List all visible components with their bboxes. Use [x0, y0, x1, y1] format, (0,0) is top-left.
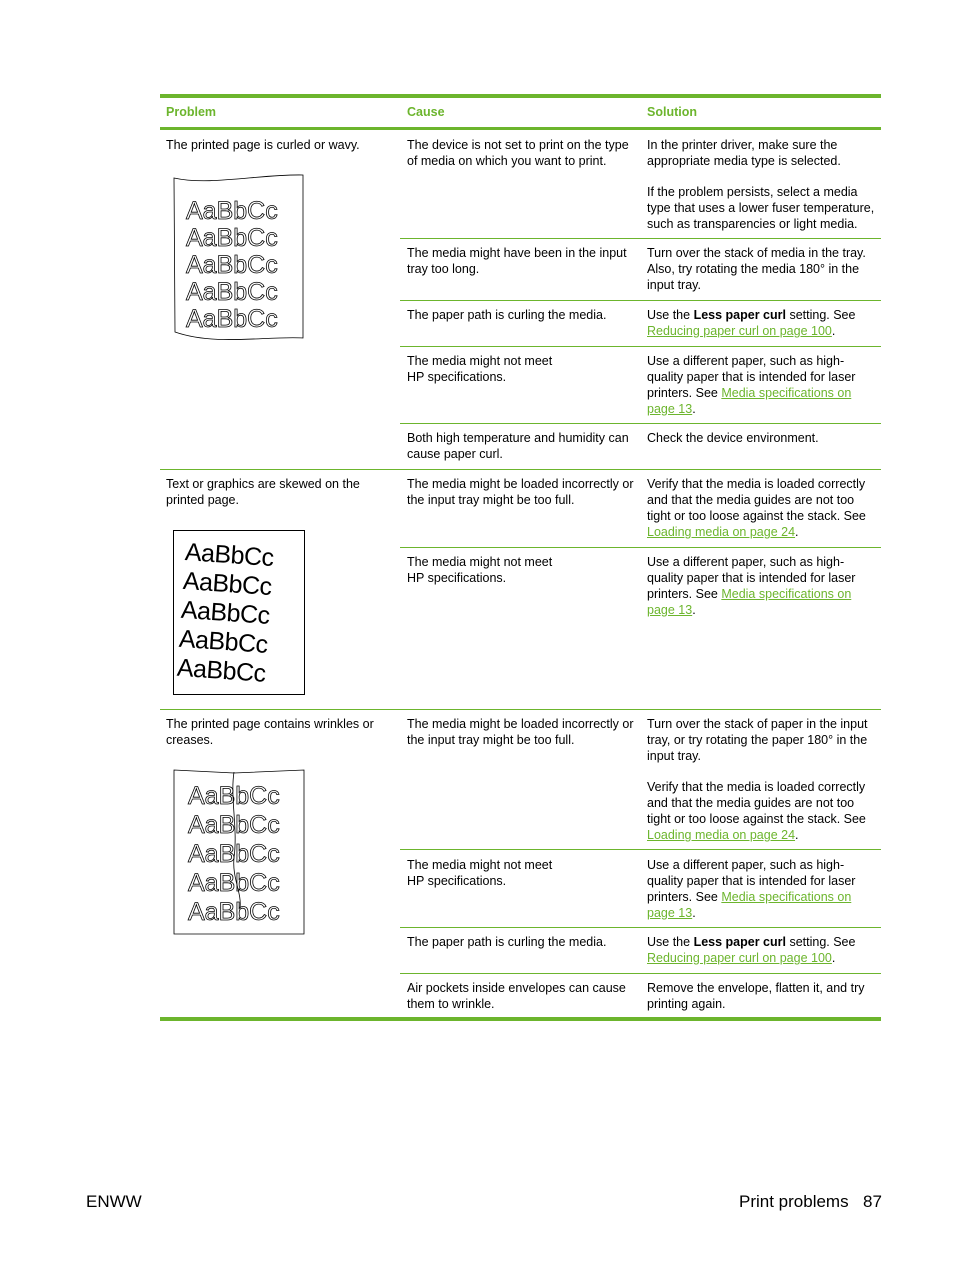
header-problem: Problem [166, 105, 217, 119]
solution-cell: Use the Less paper curl setting. See Reducing paper curl on page 100. [647, 935, 856, 965]
problem-cell: The printed page is curled or wavy. [166, 138, 360, 152]
cause-cell: Air pockets inside envelopes can cause them to wrinkle. [407, 981, 626, 1011]
wrinkled-page-illustration [172, 768, 307, 938]
curled-sample-text [186, 197, 278, 333]
cause-cell: Both high temperature and humidity can cause paper curl. [407, 431, 629, 461]
skewed-page-illustration [173, 530, 305, 695]
sample-text-line: AaBbCc [182, 566, 273, 602]
solution-cell: Turn over the stack of paper in the input tray, or try rotating the paper 180° in the input tray. [647, 717, 868, 763]
sample-text-line: AaBbCc [186, 224, 278, 252]
sample-text-line: AaBbCc [180, 595, 271, 630]
header-bottom-rule [160, 127, 881, 130]
solution-cell: If the problem persists, select a media type that uses a lower fuser temperature, such as transparencies or light media. [647, 185, 875, 231]
sample-text-line: AaBbCc [176, 653, 267, 688]
row-separator [400, 849, 881, 850]
row-separator [400, 927, 881, 928]
reducing-paper-curl-link[interactable]: Reducing paper curl on page 100 [647, 951, 832, 965]
media-specifications-link[interactable]: Media specifications on page 13 [647, 890, 852, 920]
cause-cell: The media might not meet HP specifications. [407, 354, 553, 384]
row-separator [400, 423, 881, 424]
row-separator [400, 238, 881, 239]
cause-cell: The media might have been in the input tray too long. [407, 246, 627, 276]
solution-cell: Remove the envelope, flatten it, and try printing again. [647, 981, 865, 1011]
cause-cell: The device is not set to print on the type of media on which you want to print. [407, 138, 629, 168]
table-top-rule [160, 94, 881, 98]
solution-cell: Check the device environment. [647, 431, 819, 445]
sample-text-line: AaBbCc [184, 538, 275, 573]
cause-cell: The media might not meet HP specifications. [407, 858, 553, 888]
solution-cell: Turn over the stack of media in the tray. Also, try rotating the media 180° in the input tray. [647, 246, 866, 292]
sample-text-line: AaBbCc [188, 898, 280, 926]
wrinkled-sample-text [188, 782, 280, 926]
solution-cell: Use a different paper, such as high-quality paper that is intended for laser printers. See Media specifications on page 13. [647, 354, 856, 416]
cause-cell: The media might not meet HP specifications. [407, 555, 553, 585]
solution-cell: Use a different paper, such as high-quality paper that is intended for laser printers. See Media specifications on page 13. [647, 555, 856, 617]
reducing-paper-curl-link[interactable]: Reducing paper curl on page 100 [647, 324, 832, 338]
header-solution: Solution [647, 105, 697, 119]
footer-page-number: 87 [863, 1192, 882, 1211]
sample-text-line: AaBbCc [186, 278, 278, 306]
solution-cell: In the printer driver, make sure the appropriate media type is selected. [647, 138, 841, 168]
sample-text-line: AaBbCc [188, 840, 280, 868]
sample-text-line: AaBbCc [186, 197, 278, 225]
media-specifications-link[interactable]: Media specifications on page 13 [647, 587, 852, 617]
group-separator [160, 469, 881, 470]
sample-text-line: AaBbCc [188, 869, 280, 897]
problem-cell: The printed page contains wrinkles or creases. [166, 717, 374, 747]
cause-cell: The media might be loaded incorrectly or the input tray might be too full. [407, 477, 634, 507]
media-specifications-link[interactable]: Media specifications on page 13 [647, 386, 852, 416]
footer-section: Print problems [739, 1192, 849, 1211]
sample-text-line: AaBbCc [188, 811, 280, 839]
row-separator [400, 346, 881, 347]
curled-page-illustration [170, 172, 310, 344]
sample-text-line: AaBbCc [186, 305, 278, 333]
row-separator [400, 973, 881, 974]
skewed-sample-text [176, 539, 274, 688]
solution-cell: Verify that the media is loaded correctly and that the media guides are not too tight or too loose against the stack. See Loading media on page 24. [647, 780, 866, 842]
cause-cell: The paper path is curling the media. [407, 935, 607, 949]
solution-cell: Use the Less paper curl setting. See Reducing paper curl on page 100. [647, 308, 856, 338]
row-separator [400, 547, 881, 548]
header-cause: Cause [407, 105, 445, 119]
row-separator [400, 300, 881, 301]
footer-left: ENWW [86, 1192, 142, 1211]
sample-text-line: AaBbCc [178, 624, 269, 659]
problem-cell: Text or graphics are skewed on the printed page. [166, 477, 360, 507]
sample-text-line: AaBbCc [188, 782, 280, 810]
loading-media-link[interactable]: Loading media on page 24 [647, 525, 796, 539]
loading-media-link[interactable]: Loading media on page 24 [647, 828, 796, 842]
cause-cell: The media might be loaded incorrectly or the input tray might be too full. [407, 717, 634, 747]
table-bottom-rule [160, 1017, 881, 1021]
group-separator [160, 709, 881, 710]
sample-text-line: AaBbCc [186, 251, 278, 279]
solution-cell: Verify that the media is loaded correctly and that the media guides are not too tight or too loose against the stack. See Loading media on page 24. [647, 477, 866, 539]
solution-cell: Use a different paper, such as high-quality paper that is intended for laser printers. See Media specifications on page 13. [647, 858, 856, 920]
cause-cell: The paper path is curling the media. [407, 308, 607, 322]
